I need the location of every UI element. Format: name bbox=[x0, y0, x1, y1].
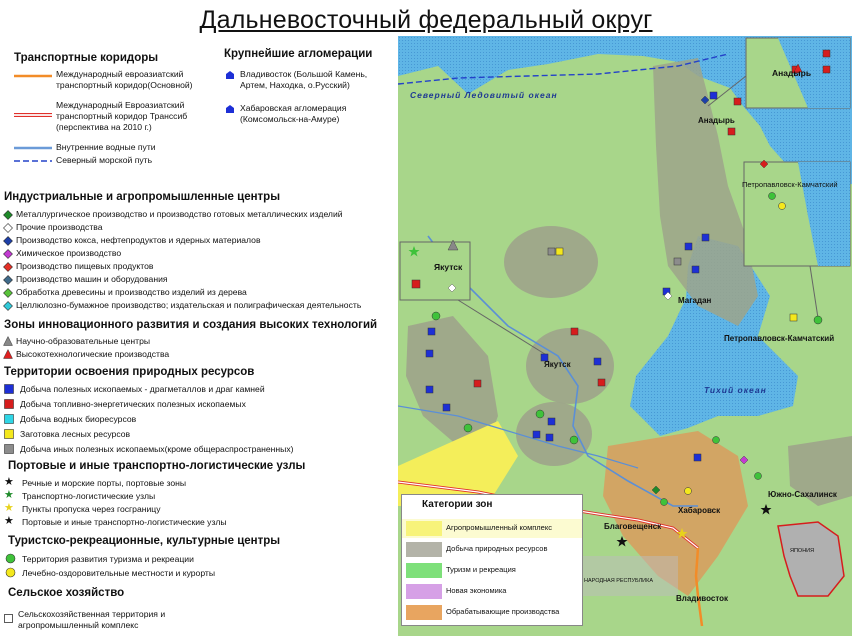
legend-agri-line1: Сельскохозяйственная территория и bbox=[18, 609, 166, 619]
label-petropavlovsk-inset: Петропавловск-Камчатский bbox=[742, 180, 838, 189]
marker-circle-green bbox=[570, 436, 578, 444]
marker-circle-green bbox=[713, 437, 720, 444]
marker-circle-green bbox=[536, 410, 544, 418]
zone-row-agro bbox=[402, 519, 582, 538]
legend-corridor-transsib-line2: транспортный коридор Транссиб bbox=[56, 111, 188, 121]
zone-extraction-central bbox=[504, 226, 598, 298]
zone-row-manufacturing bbox=[402, 603, 582, 622]
square-otherminerals-icon bbox=[4, 444, 14, 454]
legend-ports-heading: Портовые и иные транспортно-логистические узлы bbox=[8, 460, 306, 472]
zone-label-agro: Агропромышленный комплекс bbox=[446, 523, 552, 532]
marker-square-red bbox=[823, 66, 830, 73]
zone-row-tourism bbox=[402, 561, 582, 580]
marker-square-blue bbox=[426, 350, 433, 357]
legend-industrial-4: Производство пищевых продуктов bbox=[16, 261, 154, 271]
zone-categories-box bbox=[401, 494, 583, 626]
star-port-icon: ★ bbox=[4, 476, 14, 488]
agglomeration-icon bbox=[225, 104, 235, 114]
diamond-metallurgy-icon bbox=[3, 210, 13, 220]
legend-ports-0: Речные и морские порты, портовые зоны bbox=[22, 478, 187, 488]
marker-circle-green bbox=[661, 499, 668, 506]
marker-square-red bbox=[474, 380, 481, 387]
legend-khabarovsk-line1: Хабаровская агломерация bbox=[240, 103, 347, 113]
marker-circle-yellow bbox=[779, 203, 786, 210]
zone-categories-heading: Категории зон bbox=[422, 499, 493, 510]
legend-industrial-0: Металлургическое производство и производство готовых металлических изделий bbox=[16, 209, 343, 219]
label-yakutsk-inset: Якутск bbox=[434, 262, 463, 272]
zone-label-manufacturing: Обрабатывающие производства bbox=[446, 607, 560, 616]
legend-corridor-transsib-line1: Международный Евроазиатский bbox=[56, 100, 185, 110]
circle-tourism-icon bbox=[5, 553, 16, 564]
marker-circle-green bbox=[464, 424, 472, 432]
marker-square-blue bbox=[692, 266, 699, 273]
marker-square-blue bbox=[443, 404, 450, 411]
legend-industrial-2: Производство кокса, нефтепродуктов и ядерных материалов bbox=[16, 235, 261, 245]
label-petropavlovsk: Петропавловск-Камчатский bbox=[724, 334, 835, 343]
triangle-science-icon bbox=[3, 336, 13, 346]
square-forest-icon bbox=[4, 429, 14, 439]
star-border-crossing-icon: ★ bbox=[4, 502, 14, 514]
marker-square-blue bbox=[546, 434, 553, 441]
marker-square-blue bbox=[594, 358, 601, 365]
legend-innovation-1: Высокотехнологические производства bbox=[16, 349, 170, 359]
legend-corridor-main-line1: Международный евроазиатский bbox=[56, 69, 184, 79]
legend-resources-2: Добыча водных биоресурсов bbox=[20, 414, 137, 424]
legend-industrial-5: Производство машин и оборудования bbox=[16, 274, 168, 284]
marker-square-yellow bbox=[556, 248, 563, 255]
legend-resources-4: Добыча иных полезных ископаемых(кроме общераспространенных) bbox=[20, 444, 294, 454]
marker-circle-green bbox=[432, 312, 440, 320]
corridor-main-line-icon bbox=[12, 72, 54, 80]
legend-resources-3: Заготовка лесных ресурсов bbox=[20, 429, 131, 439]
circle-resort-icon bbox=[5, 567, 16, 578]
marker-square-blue bbox=[548, 418, 555, 425]
diamond-food-icon bbox=[3, 262, 13, 272]
label-yuzhno-sakhalinsk: Южно-Сахалинск bbox=[768, 490, 837, 499]
diamond-pulp-icon bbox=[3, 301, 13, 311]
zone-swatch-extraction bbox=[406, 542, 442, 557]
zone-label-new-economy: Новая экономика bbox=[446, 586, 507, 595]
legend-industrial-heading: Индустриальные и агропромышленные центры bbox=[4, 191, 281, 203]
legend-resources-0: Добыча полезных ископаемых - драгметаллов и драг камней bbox=[20, 384, 265, 394]
legend-khabarovsk-line2: (Комсомольск-на-Амуре) bbox=[240, 114, 340, 124]
marker-square-red bbox=[598, 379, 605, 386]
legend-tourism-heading: Туристско-рекреационные, культурные центры bbox=[8, 535, 281, 547]
legend-industrial-3: Химическое производство bbox=[16, 248, 122, 258]
zone-row-new-economy bbox=[402, 582, 582, 601]
legend-corridor-main-line2: транспортный коридор(Основной) bbox=[56, 80, 193, 90]
diamond-coke-icon bbox=[3, 236, 13, 246]
zone-label-tourism: Туризм и рекреация bbox=[446, 565, 516, 574]
marker-square-blue bbox=[702, 234, 709, 241]
legend-resources-heading: Территории освоения природных ресурсов bbox=[4, 366, 255, 378]
zone-swatch-new-economy bbox=[406, 584, 442, 599]
diamond-machinery-icon bbox=[3, 275, 13, 285]
legend-industrial-7: Целлюлозно-бумажное производство; издательская и полиграфическая деятельность bbox=[16, 300, 362, 310]
label-yakutsk: Якутск bbox=[544, 360, 571, 369]
agglomeration-icon bbox=[225, 70, 235, 80]
marker-square-red bbox=[571, 328, 578, 335]
legend-ports-2: Пункты пропуска через госграницу bbox=[22, 504, 161, 514]
label-magadan: Магадан bbox=[678, 296, 712, 305]
marker-square-blue bbox=[685, 243, 692, 250]
marker-square-blue bbox=[694, 454, 701, 461]
label-china: НАРОДНАЯ РЕСПУБЛИКА bbox=[584, 578, 654, 584]
zone-row-extraction bbox=[402, 540, 582, 559]
zone-swatch-manufacturing bbox=[406, 605, 442, 620]
marker-square-red bbox=[734, 98, 741, 105]
marker-circle-green bbox=[814, 316, 822, 324]
legend-tourism-1: Лечебно-оздоровительные местности и курорты bbox=[22, 568, 216, 578]
label-khabarovsk: Хабаровск bbox=[678, 506, 721, 515]
inland-waterway-line-icon bbox=[12, 144, 54, 152]
marker-square-blue bbox=[710, 92, 717, 99]
marker-circle-green bbox=[769, 193, 776, 200]
legend-industrial-6: Обработка древесины и производство изделий из дерева bbox=[16, 287, 247, 297]
star-logistics-icon: ★ bbox=[4, 489, 14, 501]
legend-industrial-1: Прочие производства bbox=[16, 222, 103, 232]
label-arctic-ocean: Северный Ледовитый океан bbox=[410, 90, 558, 100]
zone-swatch-tourism bbox=[406, 563, 442, 578]
marker-square-red bbox=[412, 280, 420, 288]
zone-label-extraction: Добыча природных ресурсов bbox=[446, 544, 548, 553]
marker-circle-green bbox=[755, 473, 762, 480]
legend-corridor-transsib-line3: (перспектива на 2010 г.) bbox=[56, 122, 152, 132]
northern-sea-route-line-icon bbox=[12, 157, 54, 165]
marker-square-red bbox=[823, 50, 830, 57]
legend-agri-heading: Сельское хозяйство bbox=[8, 587, 125, 599]
legend-ports-3: Портовые и иные транспортно-логистические узлы bbox=[22, 517, 227, 527]
label-pacific-ocean: Тихий океан bbox=[704, 385, 767, 395]
label-anadyr: Анадырь bbox=[698, 116, 735, 125]
label-vladivostok: Владивосток bbox=[676, 594, 729, 603]
zone-swatch-agro bbox=[406, 521, 442, 536]
label-blagoveshchensk: Благовещенск bbox=[604, 522, 662, 531]
marker-square-blue bbox=[533, 431, 540, 438]
label-japan: ЯПОНИЯ bbox=[790, 548, 815, 554]
map-legend bbox=[0, 44, 398, 638]
legend-resources-1: Добыча топливно-энергетических полезных ископаемых bbox=[20, 399, 246, 409]
square-preciousmetals-icon bbox=[4, 384, 14, 394]
legend-tourism-0: Территория развития туризма и рекреации bbox=[22, 554, 194, 564]
marker-square-red bbox=[728, 128, 735, 135]
marker-square-blue bbox=[426, 386, 433, 393]
zone-extraction-south bbox=[516, 402, 592, 466]
legend-agri-line2: агропромышленный комплекс bbox=[18, 620, 139, 630]
map-title: Дальневосточный федеральный округ bbox=[199, 6, 653, 34]
legend-agglomerations-heading: Крупнейшие агломерации bbox=[224, 48, 373, 60]
label-anadyr-inset: Анадырь bbox=[772, 68, 812, 78]
legend-inland-waterways: Внутренние водные пути bbox=[56, 142, 156, 152]
triangle-hightech-icon bbox=[3, 349, 13, 359]
legend-innovation-heading: Зоны инновационного развития и создания высоких технологий bbox=[4, 319, 378, 331]
legend-vladivostok-line2: Артем, Находка, о.Русский) bbox=[240, 80, 350, 90]
diamond-wood-icon bbox=[3, 288, 13, 298]
china-area bbox=[568, 556, 678, 596]
marker-circle-yellow bbox=[685, 488, 692, 495]
corridor-transsib-line-icon bbox=[12, 111, 54, 119]
legend-ports-1: Транспортно-логистические узлы bbox=[22, 491, 156, 501]
legend-northern-sea-route: Северный морской путь bbox=[56, 155, 153, 165]
legend-transport-heading: Транспортные коридоры bbox=[14, 52, 159, 64]
marker-square-gray bbox=[674, 258, 681, 265]
marker-square-gray bbox=[548, 248, 555, 255]
marker-square-yellow bbox=[790, 314, 797, 321]
legend-innovation-0: Научно-образовательные центры bbox=[16, 336, 151, 346]
legend-vladivostok-line1: Владивосток (Большой Камень, bbox=[240, 69, 368, 79]
diamond-other-icon bbox=[3, 223, 13, 233]
star-port-hub-icon: ★ bbox=[4, 515, 14, 527]
marker-square-blue bbox=[428, 328, 435, 335]
diamond-chemical-icon bbox=[3, 249, 13, 259]
square-aquatic-icon bbox=[4, 414, 14, 424]
square-fuel-icon bbox=[4, 399, 14, 409]
square-agri-icon bbox=[4, 614, 14, 624]
